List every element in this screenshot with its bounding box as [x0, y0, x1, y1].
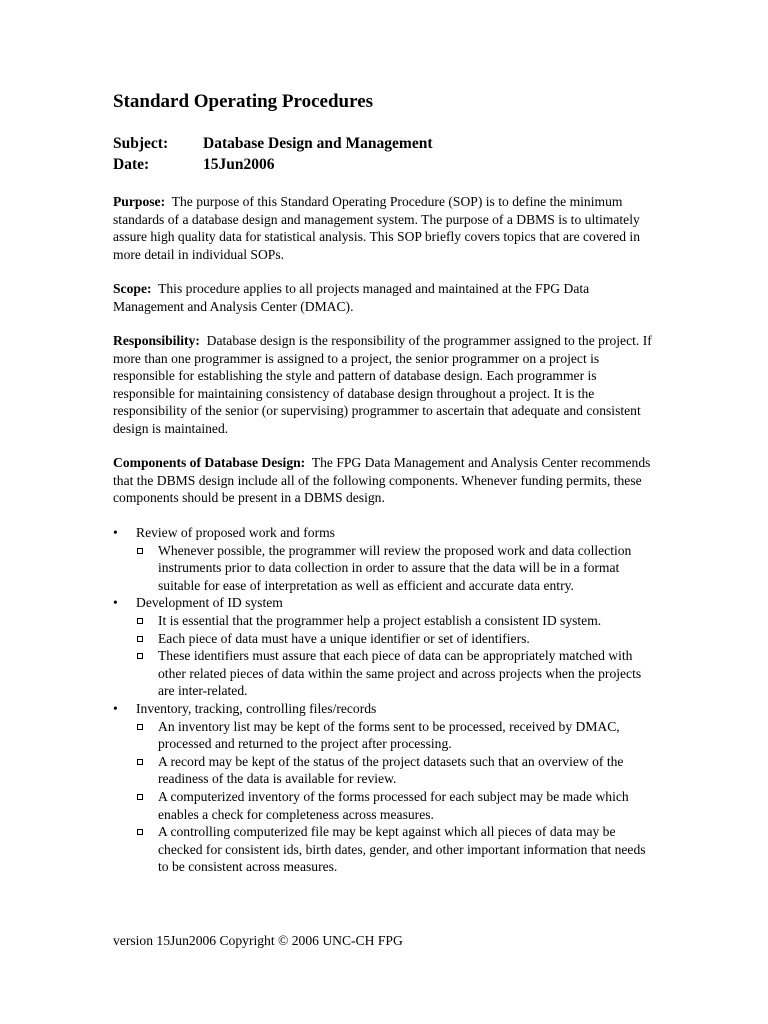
checkbox-square-icon — [137, 636, 143, 642]
subject-line — [113, 134, 433, 154]
checkbox-square-icon — [137, 548, 143, 554]
subject-label: Subject: — [113, 135, 169, 152]
components-text: The FPG Data Management and Analysis Center recommends that the DBMS design include all of the following components. Whenever funding permits, these components should be present in a DBMS design. — [113, 455, 651, 506]
checkbox-square-icon — [137, 724, 143, 730]
sub-list-item-text: An inventory list may be kept of the forms sent to be processed, received by DMAC, processed and returned to the project after processing. — [158, 718, 620, 752]
checkbox-square-icon — [137, 618, 143, 624]
list-item-label: Development of ID system — [136, 595, 283, 611]
sub-list-item-text: A controlling computerized file may be kept against which all pieces of data may be checked for consistent ids, birth dates, gender, and other important information that needs to be consistent across measures. — [158, 824, 646, 875]
sub-list-item — [136, 788, 658, 823]
subject-value: Database Design and Management — [203, 135, 433, 152]
list-item — [113, 594, 658, 700]
checkbox-square-icon — [137, 829, 143, 835]
responsibility-text: Database design is the responsibility of the programmer assigned to the project. If more than one programmer is assigned to a project, the senior programmer on a project is responsible for establishing the style and pattern of database design. Each programmer is responsible for maintaining consistency of database design throughout a project. It is the responsibility of the senior (or supervising) programmer to ascertain that adequate and consistent design is maintained. — [113, 333, 652, 436]
sub-list — [136, 718, 658, 876]
checkbox-square-icon — [137, 794, 143, 800]
list-item — [113, 524, 658, 594]
date-label: Date: — [113, 156, 150, 173]
bullet-icon: • — [113, 700, 118, 716]
sub-list-item-text: Each piece of data must have a unique identifier or set of identifiers. — [158, 630, 530, 646]
components-label: Components of Database Design: — [113, 455, 306, 470]
scope-paragraph — [113, 280, 658, 315]
sub-list-item-text: It is essential that the programmer help a project establish a consistent ID system. — [158, 612, 602, 628]
checkbox-square-icon — [137, 653, 143, 659]
sub-list — [136, 542, 658, 595]
sub-list-item — [136, 630, 658, 648]
components-list — [113, 524, 658, 876]
document-title: Standard Operating Procedures — [113, 91, 374, 112]
date-line — [113, 155, 275, 175]
list-item-label: Inventory, tracking, controlling files/records — [136, 700, 377, 716]
list-item — [113, 700, 658, 876]
purpose-paragraph — [113, 193, 658, 263]
responsibility-paragraph — [113, 332, 658, 438]
scope-text: This procedure applies to all projects managed and maintained at the FPG Data Management and Analysis Center (DMAC). — [113, 281, 590, 314]
bullet-icon: • — [113, 525, 118, 540]
sub-list-item — [136, 612, 658, 630]
list-item-label: Review of proposed work and forms — [136, 525, 335, 540]
page-footer: version 15Jun2006 Copyright © 2006 UNC-CH FPG — [113, 933, 403, 948]
date-value: 15Jun2006 — [203, 156, 275, 173]
purpose-text: The purpose of this Standard Operating Procedure (SOP) is to define the minimum standards of a database design and management system. The purpose of a DBMS is to ultimately assure high quality data for statistical analysis. This SOP briefly covers topics that are covered in more detail in individual SOPs. — [113, 194, 641, 262]
sub-list-item-text: A record may be kept of the status of the project datasets such that an overview of the readiness of the data is available for review. — [158, 753, 624, 787]
purpose-label: Purpose: — [113, 194, 166, 209]
sub-list-item-text: A computerized inventory of the forms processed for each subject may be made which enables a check for completeness across measures. — [158, 788, 629, 822]
sub-list-item — [136, 753, 658, 788]
sub-list-item — [136, 823, 658, 876]
sub-list — [136, 612, 658, 700]
sub-list-item-text: These identifiers must assure that each piece of data can be appropriately matched with other related pieces of data within the same project and across projects when the projects are inter-related. — [158, 648, 642, 699]
document-page — [113, 0, 658, 1024]
components-paragraph — [113, 454, 658, 507]
sub-list-item — [136, 647, 658, 700]
bullet-icon: • — [113, 595, 118, 611]
checkbox-square-icon — [137, 759, 143, 765]
sub-list-item — [136, 542, 658, 595]
responsibility-label: Responsibility: — [113, 333, 200, 348]
sub-list-item-text: Whenever possible, the programmer will review the proposed work and data collection instruments prior to data collection in order to assure that the data will be in a format suitable for ease of interpretation as well as efficient and accurate data entry. — [158, 542, 632, 593]
sub-list-item — [136, 718, 658, 753]
scope-label: Scope: — [113, 281, 152, 296]
